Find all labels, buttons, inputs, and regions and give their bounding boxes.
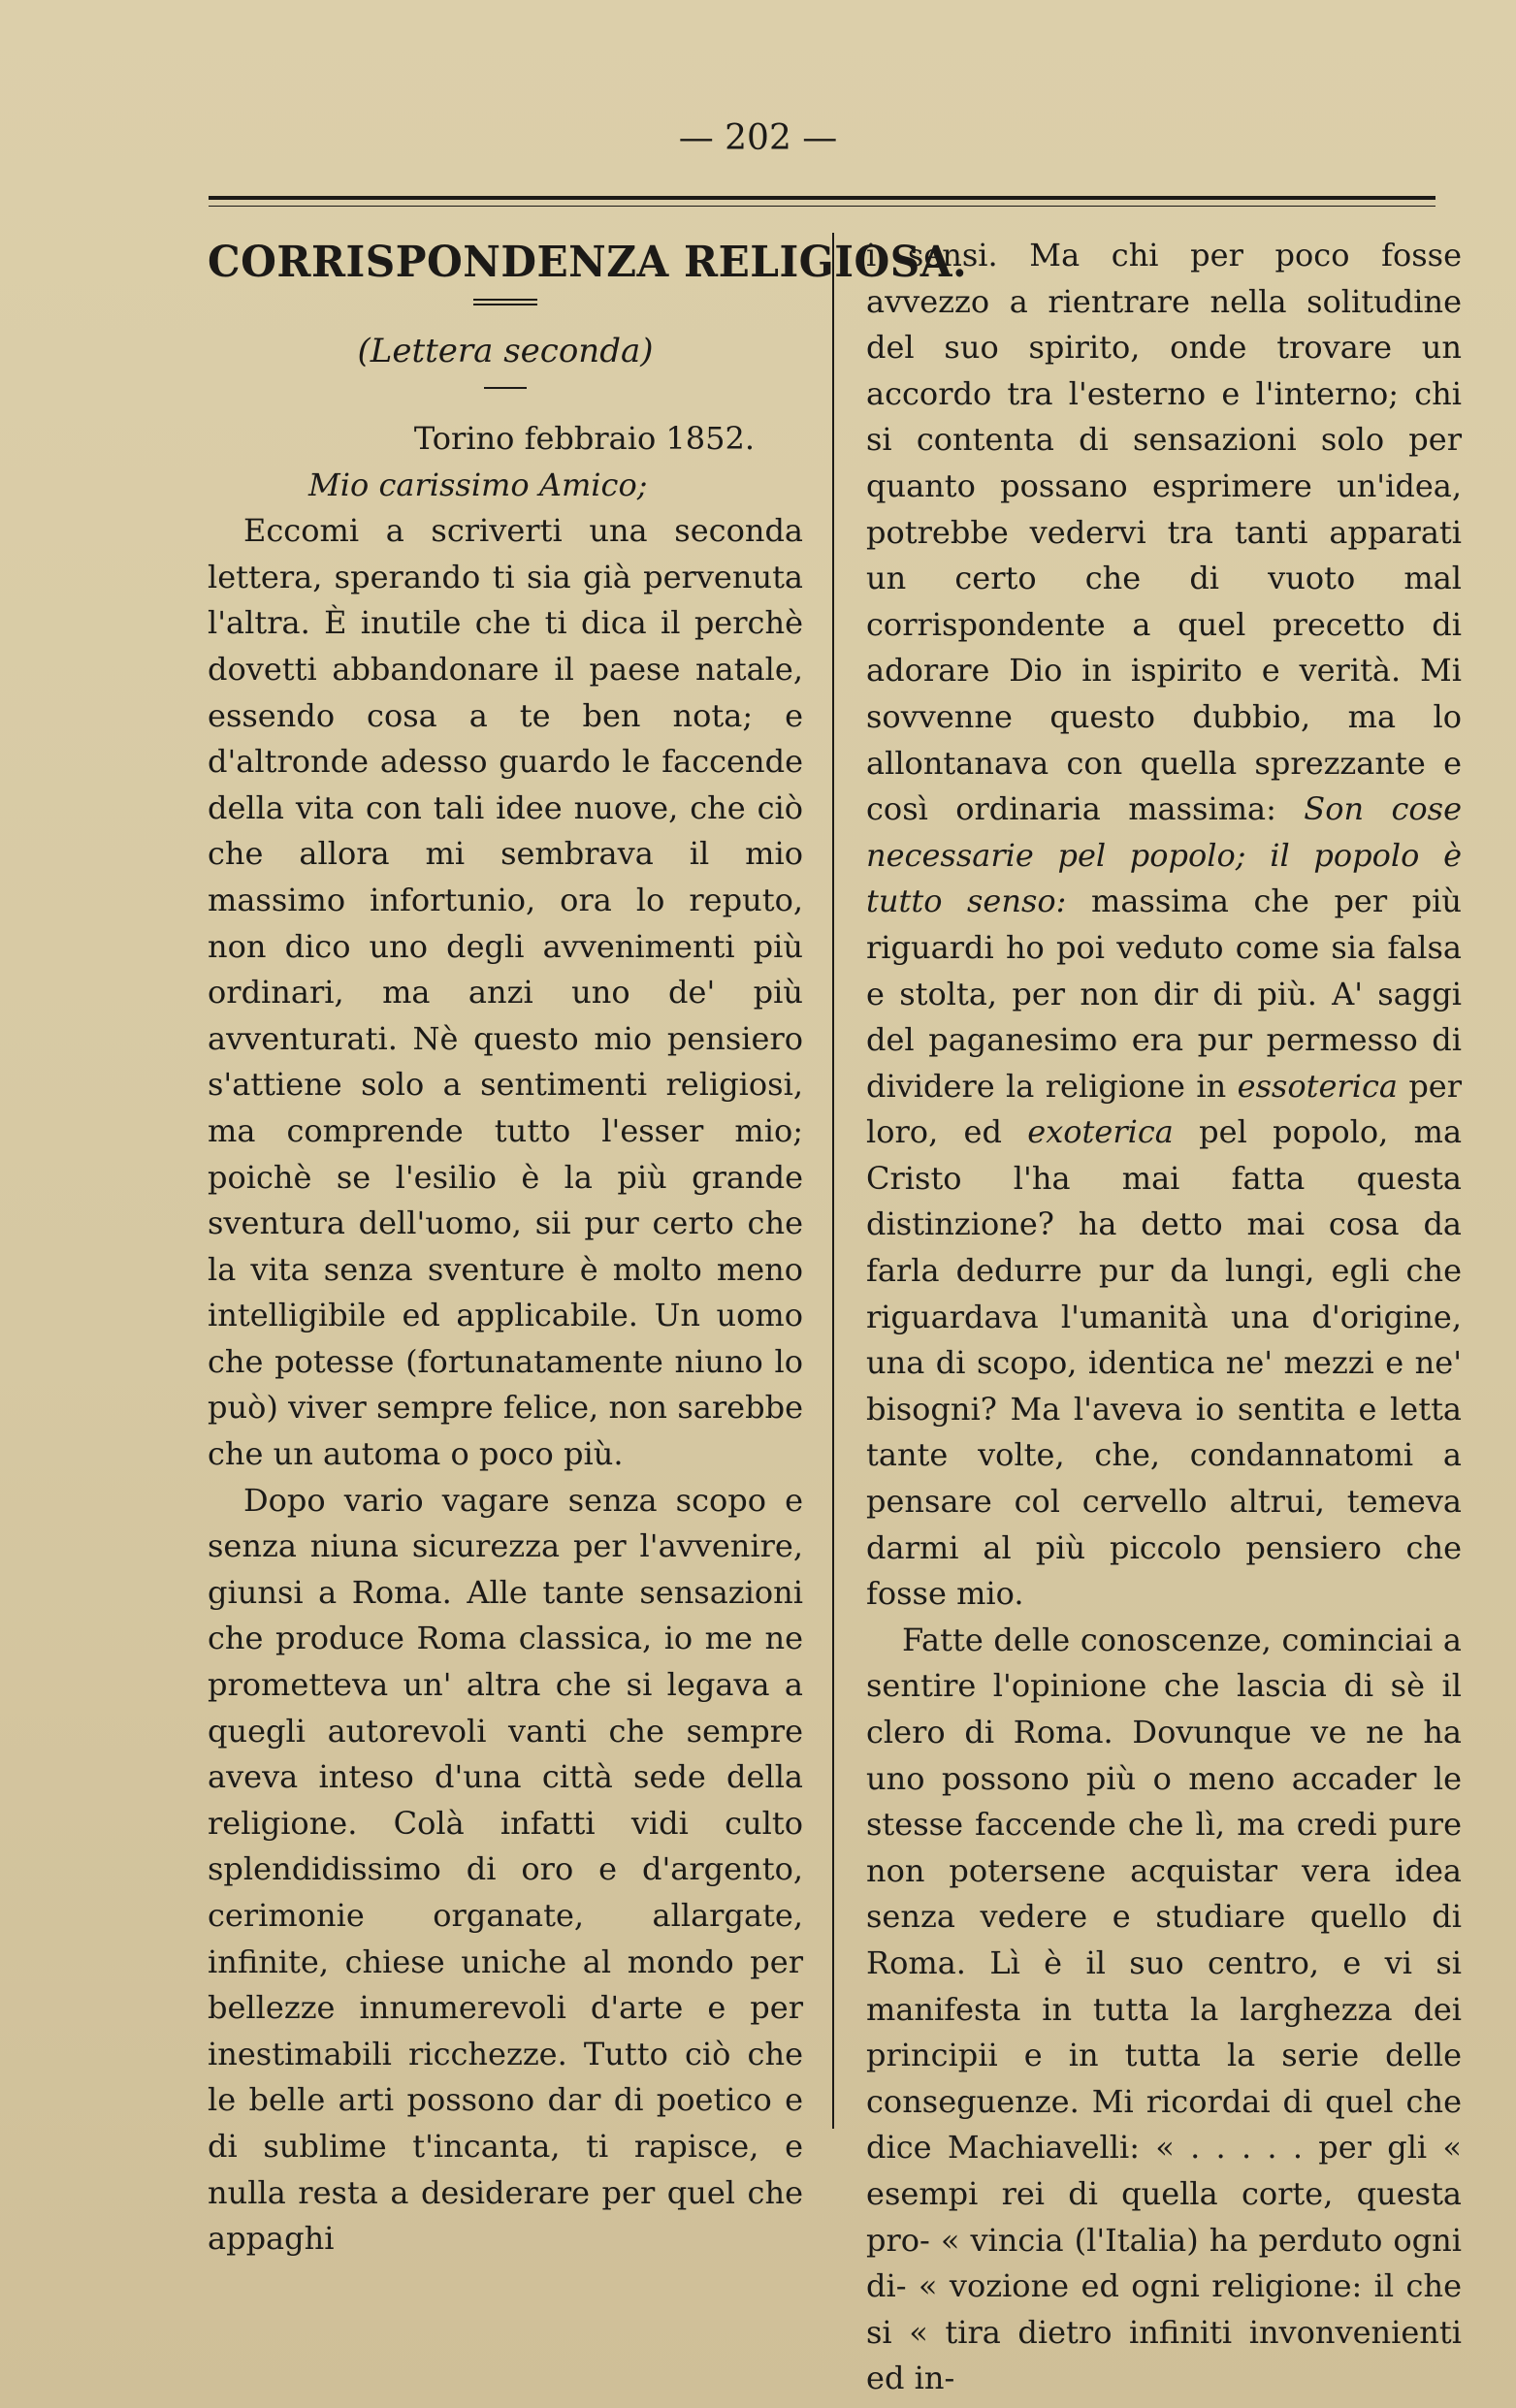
right-paragraph-1 <box>866 233 1462 1618</box>
subtitle-rule <box>484 387 527 389</box>
right-paragraph-2: Fatte delle conoscenze, cominciai a sentire l'opinione che lascia di sè il clero di Roma. Dovunque ve ne ha uno possono più o meno accader le stesse faccende che lì, ma credi pure non potersene acquistar vera idea senza vedere e studiare quello di Roma. Lì è il suo centro, e vi si manifesta in tutta la larghezza dei principii e in tutta la serie delle conseguenze. Mi ricordai di quel che dice Machiavelli: « . . . . . per gli « esempi rei di quella corte, questa pro- « vincia (l'Italia) ha perduto ogni di- « vozione ed ogni religione: il che si « tira dietro infiniti invonvenienti ed in- <box>866 1621 1462 2397</box>
right-column <box>866 233 1462 2402</box>
right-p1-term-exoterica: exoterica <box>1027 1113 1174 1151</box>
left-paragraph-1: Eccomi a scriverti una seconda lettera, sperando ti sia già pervenuta l'altra. È inutile che ti dica il perchè dovetti abbandonare il paese natale, essendo cosa a te ben nota; e d'altronde adesso guardo le faccende della vita con tali idee nuove, che ciò che allora mi sembrava il mio massimo infortunio, ora lo reputo, non dico uno degli avvenimenti più ordinari, ma anzi uno de' più avventurati. Nè questo mio pensiero s'attiene solo a sentimenti religiosi, ma comprende tutto l'esser mio; poichè se l'esilio è la più grande sventura dell'uomo, sii pur certo che la vita senza sventure è molto meno intelligibile ed applicabile. Un uomo che potesse (fortunatamente niuno lo può) viver sempre felice, non sarebbe che un automa o poco più. <box>208 512 803 1473</box>
right-p1-text-b: massima che per più riguardi ho poi veduto come sia falsa e stolta, per non dir di più. A' saggi del paganesimo era pur permesso di dividere la religione in <box>866 883 1463 1105</box>
right-p1-text-a: i sensi. Ma chi per poco fosse avvezzo a rientrare nella solitudine del suo spirito, onde trovare un accordo tra l'esterno e l'interno; chi si contenta di sensazioni solo per quanto possano esprimere un'idea, potrebbe vedervi tra tanti apparati un certo che di vuoto mal corrispondente a quel precetto di adorare Dio in ispirito e verità. Mi sovvenne questo dubbio, ma lo allontanava con quella sprezzante e così ordinaria massima: <box>866 237 1462 828</box>
page-number: — 202 — <box>678 118 838 158</box>
letter-salutation: Mio carissimo Amico; <box>308 466 648 503</box>
title-rule <box>473 299 537 305</box>
right-p1-quote: Son cose necessarie pel popolo; il popolo è tutto senso: <box>866 790 1463 920</box>
column-separator <box>832 233 834 2129</box>
header-rule <box>209 196 1435 207</box>
article-title: CORRISPONDENZA RELIGIOSA. <box>208 238 968 287</box>
article-subtitle <box>208 327 803 375</box>
right-p1-term-essoterica: essoterica <box>1237 1067 1398 1105</box>
right-p1-text-c: per loro, ed <box>866 1067 1463 1151</box>
left-paragraph-2: Dopo vario vagare senza scopo e senza niuna sicurezza per l'avvenire, giunsi a Roma. Alle tante sensazioni che produce Roma classica, io me ne prometteva un' altra che si legava a quegli autorevoli vanti che sempre aveva inteso d'una città sede della religione. Colà infatti vidi culto splendidissimo di oro e d'argento, cerimonie organate, allargate, infinite, chiese uniche al mondo per bellezze innumerevoli d'arte e per inestimabili ricchezze. Tutto ciò che le belle arti possono dar di poetico e di sublime t'incanta, ti rapisce, e nulla resta a desiderare per quel che appaghi <box>208 1481 803 2258</box>
right-p1-text-d: pel popolo, ma Cristo l'ha mai fatta questa distinzione? ha detto mai cosa da farla dedurre pur da lungi, egli che riguardava l'umanità una d'origine, una di scopo, identica ne' mezzi e ne' bisogni? Ma l'aveva io sentita e letta tante volte, che, condannatomi a pensare col cervello altrui, temeva darmi al più piccolo pensiero che fosse mio. <box>866 1113 1463 1613</box>
letter-date: Torino febbraio 1852. <box>413 420 755 457</box>
subtitle-text: (Lettera seconda) <box>357 332 654 370</box>
left-column <box>208 233 968 2263</box>
